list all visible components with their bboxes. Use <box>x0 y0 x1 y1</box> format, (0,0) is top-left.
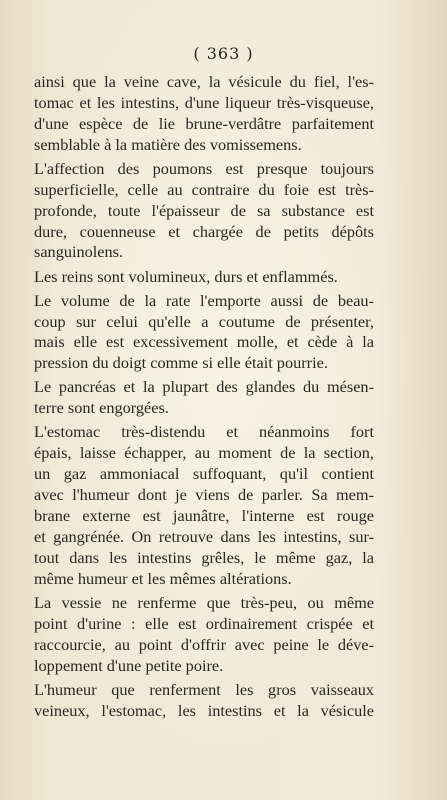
text-line: raccourcie, au point d'offrir avec peine le déve- <box>34 634 374 654</box>
text-line: même humeur et les mêmes altérations. <box>34 568 292 588</box>
text-line: semblable à la matière des vomissemens. <box>34 134 302 154</box>
paragraph <box>34 72 374 156</box>
text-line: ainsi que la veine cave, la vésicule du fiel, l'es- <box>34 72 374 91</box>
text-line: terre sont engorgées. <box>34 398 169 418</box>
text-line: Le volume de la rate l'emporte aussi de beau- <box>34 290 374 310</box>
text-line: L'estomac très-distendu et néanmoins fort <box>34 422 374 442</box>
text-line: tout dans les intestins grêles, le même gaz, la <box>34 547 374 567</box>
text-line: pression du doigt comme si elle était pourrie. <box>34 353 328 373</box>
text-line: et gangrénée. On retrouve dans les intestins, sur- <box>34 526 374 546</box>
paragraph <box>34 422 374 589</box>
text-line: un gaz ammoniacal suffoquant, qu'il contient <box>34 464 374 484</box>
text-line: profonde, toute l'épaisseur de sa substance est <box>34 200 374 220</box>
text-line: tomac et les intestins, d'une liqueur très-visqueuse, <box>34 92 374 112</box>
body-text <box>34 72 374 725</box>
text-line: avec l'humeur dont je viens de parler. Sa mem- <box>34 485 374 505</box>
text-line: L'affection des poumons est presque toujours <box>34 158 374 178</box>
text-line: Les reins sont volumineux, durs et enflammés. <box>34 266 338 286</box>
paragraph <box>34 159 374 264</box>
text-line: dure, couenneuse et chargée de petits dépôts <box>34 221 374 241</box>
text-line: La vessie ne renferme que très-peu, ou même <box>34 592 374 612</box>
text-line: point d'urine : elle est ordinairement crispée et <box>34 613 374 633</box>
text-line: veineux, l'estomac, les intestins et la vésicule <box>34 700 374 720</box>
paragraph <box>34 377 374 419</box>
paragraph <box>34 680 374 722</box>
paragraph <box>34 267 374 288</box>
text-line: d'une espèce de lie brune-verdâtre parfaitement <box>34 113 374 133</box>
text-line: mais elle est excessivement molle, et cède à la <box>34 332 374 352</box>
text-line: Le pancréas et la plupart des glandes du mésen- <box>34 377 374 397</box>
text-line: coup sur celui qu'elle a coutume de présenter, <box>34 311 374 331</box>
paragraph <box>34 593 374 677</box>
paragraph <box>34 291 374 375</box>
page-number: ( 363 ) <box>193 44 254 63</box>
text-line: L'humeur que renferment les gros vaisseaux <box>34 679 374 699</box>
text-line: épais, laisse échapper, au moment de la section, <box>34 443 374 463</box>
text-line: superficielle, celle au contraire du foie est très- <box>34 179 374 199</box>
text-line: sanguinolens. <box>34 242 124 262</box>
text-line: loppement d'une petite poire. <box>34 655 224 675</box>
text-line: brane externe est jaunâtre, l'interne est rouge <box>34 506 374 526</box>
